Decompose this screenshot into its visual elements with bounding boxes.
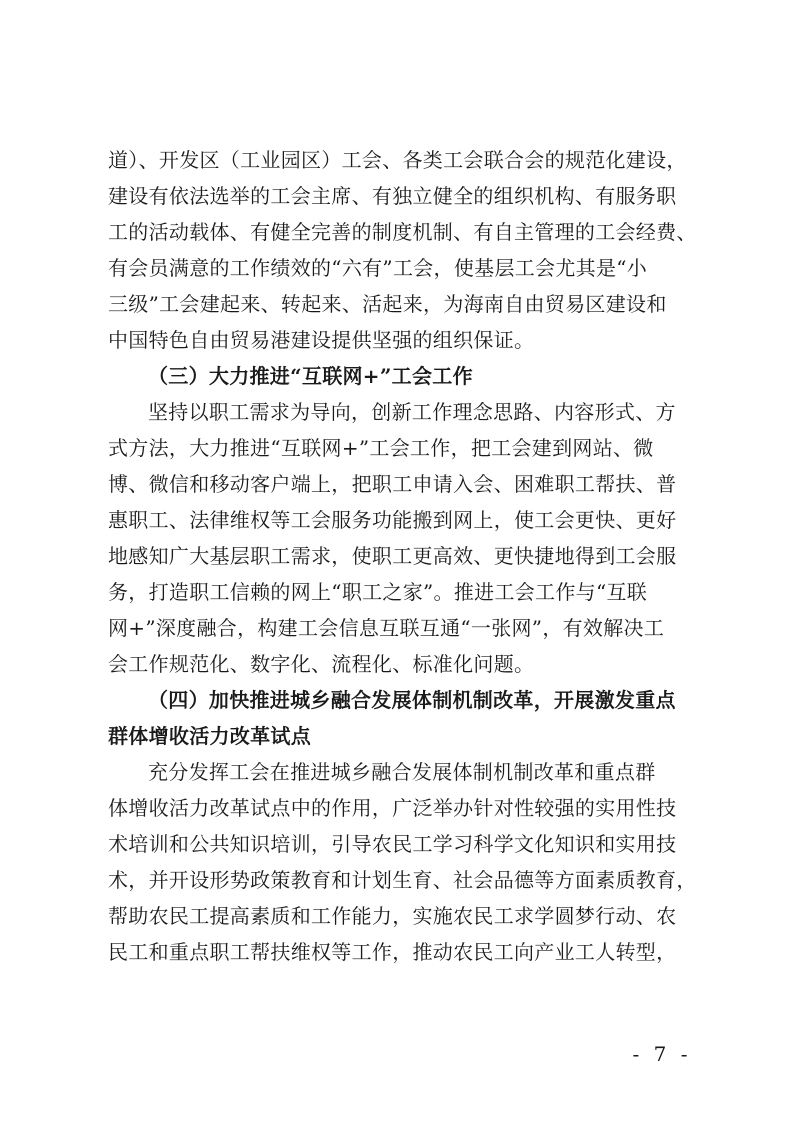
body-text-line: 道）、开发区（工业园区）工会、各类工会联合会的规范化建设， xyxy=(108,148,687,172)
body-text-line: 会工作规范化、数字化、流程化、标准化问题。 xyxy=(108,652,535,676)
body-text-line: 坚持以职工需求为导向，创新工作理念思路、内容形式、方 xyxy=(148,400,676,424)
section-heading-four-continued: 群体增收活力改革试点 xyxy=(108,724,311,748)
body-text-line: 体增收活力改革试点中的作用，广泛举办针对性较强的实用性技 xyxy=(108,796,677,820)
body-text-line: 式方法，大力推进“互联网+”工会工作，把工会建到网站、微 xyxy=(108,436,654,460)
body-text-line: 地感知广大基层职工需求，使职工更高效、更快捷地得到工会服 xyxy=(108,544,677,568)
body-text-line: 有会员满意的工作绩效的“六有”工会，使基层工会尤其是“小 xyxy=(108,256,648,280)
body-text-line: 博、微信和移动客户端上，把职工申请入会、困难职工帮扶、普 xyxy=(108,472,677,496)
body-text-line: 术，并开设形势政策教育和计划生育、社会品德等方面素质教育， xyxy=(108,868,697,892)
body-text-line: 充分发挥工会在推进城乡融合发展体制机制改革和重点群 xyxy=(148,760,656,784)
section-heading-three: （三）大力推进“互联网+”工会工作 xyxy=(148,364,473,388)
body-text-line: 务，打造职工信赖的网上“职工之家”。推进工会工作与“互联 xyxy=(108,580,648,604)
body-text-line: 三级”工会建起来、转起来、活起来，为海南自由贸易区建设和 xyxy=(108,292,667,316)
body-text-line: 中国特色自由贸易港建设提供坚强的组织保证。 xyxy=(108,328,535,352)
body-text-line: 帮助农民工提高素质和工作能力，实施农民工求学圆梦行动、农 xyxy=(108,904,677,928)
body-text-line: 民工和重点职工帮扶维权等工作，推动农民工向产业工人转型， xyxy=(108,940,677,964)
body-text-line: 工的活动载体、有健全完善的制度机制、有自主管理的工会经费、 xyxy=(108,220,697,244)
section-heading-four: （四）加快推进城乡融合发展体制机制改革，开展激发重点 xyxy=(148,688,676,712)
body-text-line: 术培训和公共知识培训，引导农民工学习科学文化知识和实用技 xyxy=(108,832,677,856)
body-text-line: 惠职工、法律维权等工会服务功能搬到网上，使工会更快、更好 xyxy=(108,508,677,532)
body-text-line: 建设有依法选举的工会主席、有独立健全的组织机构、有服务职 xyxy=(108,184,677,208)
page-number: - 7 - xyxy=(632,1042,692,1066)
body-text-line: 网+”深度融合，构建工会信息互联互通“一张网”，有效解决工 xyxy=(108,616,665,640)
